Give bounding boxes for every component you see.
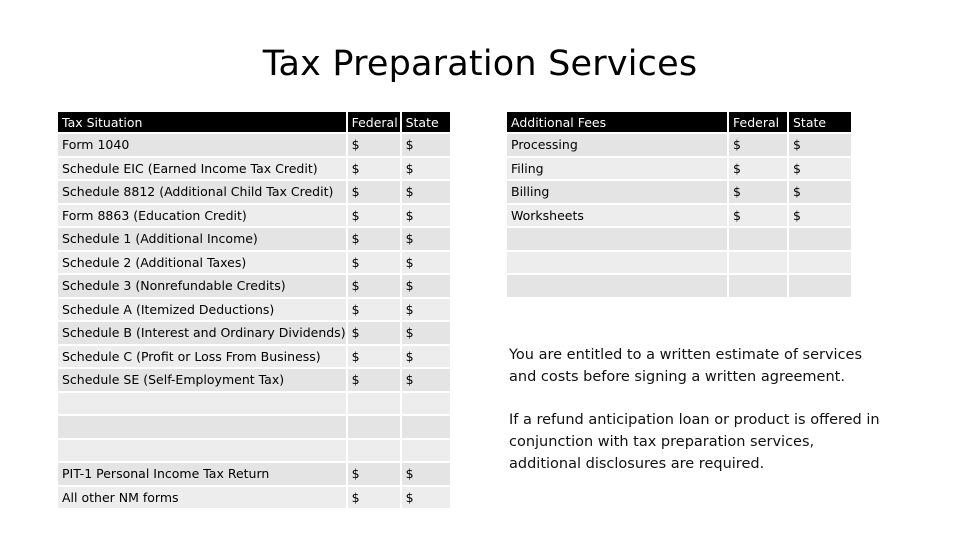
tax-situation-cell: $: [348, 299, 400, 321]
page-title: Tax Preparation Services: [262, 44, 698, 84]
tax-situation-row: [58, 275, 450, 297]
additional-fees-cell: [507, 228, 727, 250]
tax-situation-cell: Schedule EIC (Earned Income Tax Credit): [58, 158, 346, 180]
tax-situation-cell: $: [348, 228, 400, 250]
tax-situation-cell: Schedule A (Itemized Deductions): [58, 299, 346, 321]
tax-situation-cell: All other NM forms: [58, 487, 346, 509]
tax-situation-cell: $: [402, 299, 450, 321]
tax-situation-cell: $: [402, 205, 450, 227]
additional-fees-cell: $: [789, 181, 851, 203]
additional-fees-cell: Worksheets: [507, 205, 727, 227]
additional-fees-header-row: [507, 112, 851, 132]
tax-situation-row: [58, 369, 450, 391]
additional-fees-cell: $: [789, 205, 851, 227]
tax-situation-cell: $: [348, 205, 400, 227]
additional-fees-cell: [789, 275, 851, 297]
additional-fees-cell: Filing: [507, 158, 727, 180]
tax-situation-cell: Schedule 3 (Nonrefundable Credits): [58, 275, 346, 297]
tax-situation-cell: $: [348, 487, 400, 509]
tax-situation-header-cell: Tax Situation: [58, 112, 346, 132]
tax-situation-cell: $: [402, 346, 450, 368]
tax-situation-cell: Schedule 2 (Additional Taxes): [58, 252, 346, 274]
additional-fees-row: [507, 275, 851, 297]
tax-situation-cell: [348, 393, 400, 415]
additional-fees-cell: $: [729, 134, 787, 156]
tax-situation-header-row: [58, 112, 450, 132]
tax-situation-header-cell: State: [402, 112, 450, 132]
tax-situation-cell: Form 1040: [58, 134, 346, 156]
tax-situation-cell: Form 8863 (Education Credit): [58, 205, 346, 227]
additional-fees-row: [507, 134, 851, 156]
additional-fees-cell: $: [729, 158, 787, 180]
tax-situation-cell: $: [348, 322, 400, 344]
tax-situation-cell: [402, 440, 450, 462]
additional-fees-cell: [507, 275, 727, 297]
tax-situation-cell: $: [402, 158, 450, 180]
tax-situation-cell: $: [348, 158, 400, 180]
tax-situation-cell: $: [402, 322, 450, 344]
tax-situation-cell: [348, 416, 400, 438]
additional-fees-cell: $: [729, 181, 787, 203]
additional-fees-cell: Processing: [507, 134, 727, 156]
additional-fees-header-cell: Additional Fees: [507, 112, 727, 132]
tax-situation-cell: $: [348, 346, 400, 368]
tax-situation-header-cell: Federal: [348, 112, 400, 132]
tax-situation-cell: Schedule 8812 (Additional Child Tax Credit): [58, 181, 346, 203]
additional-fees-row: [507, 252, 851, 274]
additional-fees-cell: $: [789, 134, 851, 156]
tax-situation-row: [58, 440, 450, 462]
tax-situation-row: [58, 416, 450, 438]
additional-fees-header-cell: Federal: [729, 112, 787, 132]
tax-situation-table: [56, 110, 452, 510]
tax-situation-cell: PIT-1 Personal Income Tax Return: [58, 463, 346, 485]
tax-situation-row: [58, 463, 450, 485]
tax-situation-row: [58, 134, 450, 156]
tax-situation-cell: $: [402, 252, 450, 274]
tax-situation-row: [58, 228, 450, 250]
tax-situation-row: [58, 299, 450, 321]
tax-situation-cell: $: [402, 463, 450, 485]
tax-situation-cell: $: [402, 369, 450, 391]
tax-situation-cell: $: [348, 134, 400, 156]
tax-situation-cell: $: [402, 134, 450, 156]
tax-situation-row: [58, 252, 450, 274]
tax-situation-cell: [348, 440, 400, 462]
additional-fees-row: [507, 158, 851, 180]
tax-situation-cell: [402, 416, 450, 438]
additional-fees-cell: [789, 228, 851, 250]
tax-situation-cell: $: [348, 181, 400, 203]
tax-situation-row: [58, 487, 450, 509]
tax-situation-row: [58, 393, 450, 415]
tax-situation-cell: $: [348, 275, 400, 297]
additional-fees-row: [507, 205, 851, 227]
tax-situation-cell: $: [348, 463, 400, 485]
tax-situation-cell: $: [402, 228, 450, 250]
refund-disclosure-notice: If a refund anticipation loan or product is offered in conjunction with tax preparation services, additional disclosures are required.: [509, 412, 880, 472]
additional-fees-cell: $: [729, 205, 787, 227]
additional-fees-row: [507, 228, 851, 250]
tax-situation-row: [58, 322, 450, 344]
tax-situation-cell: $: [402, 487, 450, 509]
estimate-notice: You are entitled to a written estimate of services and costs before signing a written agreement.: [509, 347, 863, 385]
tax-situation-cell: Schedule C (Profit or Loss From Business): [58, 346, 346, 368]
tax-situation-cell: $: [348, 369, 400, 391]
additional-fees-cell: [789, 252, 851, 274]
additional-fees-header-cell: State: [789, 112, 851, 132]
tax-situation-cell: Schedule 1 (Additional Income): [58, 228, 346, 250]
tax-situation-cell: [402, 393, 450, 415]
additional-fees-cell: [729, 228, 787, 250]
tax-situation-row: [58, 346, 450, 368]
tax-situation-row: [58, 158, 450, 180]
tax-situation-row: [58, 205, 450, 227]
tax-situation-cell: [58, 393, 346, 415]
additional-fees-cell: Billing: [507, 181, 727, 203]
additional-fees-row: [507, 181, 851, 203]
additional-fees-cell: [729, 275, 787, 297]
tax-situation-row: [58, 181, 450, 203]
tax-situation-cell: Schedule B (Interest and Ordinary Dividends): [58, 322, 346, 344]
tax-situation-cell: [58, 440, 346, 462]
tax-situation-cell: Schedule SE (Self-Employment Tax): [58, 369, 346, 391]
tax-situation-cell: [58, 416, 346, 438]
tax-situation-cell: $: [402, 275, 450, 297]
tax-situation-cell: $: [402, 181, 450, 203]
additional-fees-cell: [729, 252, 787, 274]
additional-fees-cell: [507, 252, 727, 274]
additional-fees-table: [505, 110, 853, 299]
additional-fees-cell: $: [789, 158, 851, 180]
tax-situation-cell: $: [348, 252, 400, 274]
